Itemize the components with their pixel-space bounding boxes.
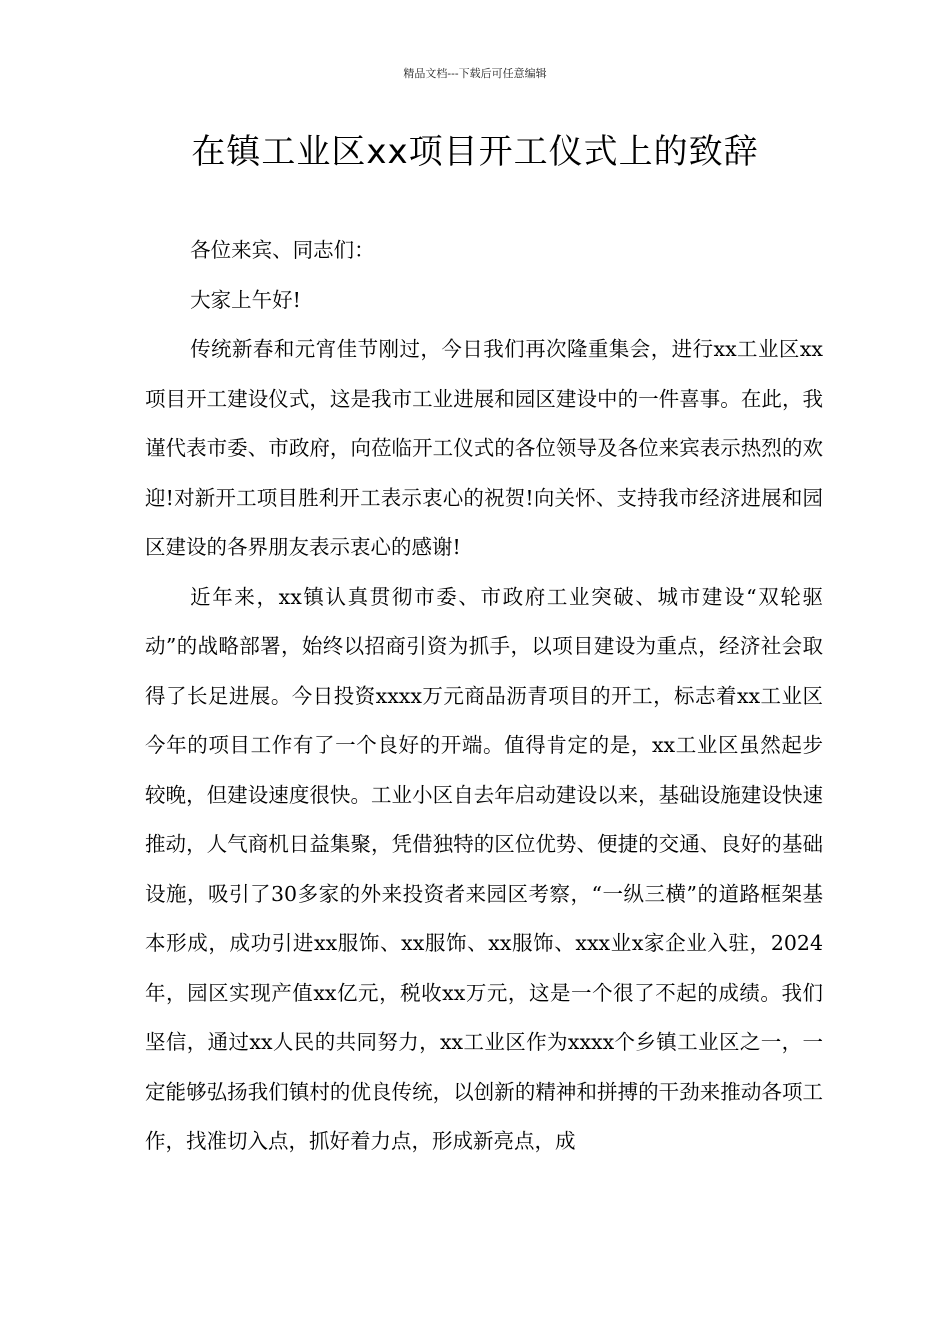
document-body	[145, 226, 823, 1167]
header-note: 精品文档---下载后可任意编辑	[403, 67, 547, 80]
paragraph-salutation: 各位来宾、同志们：	[190, 238, 375, 262]
paragraph-progress: 近年来，xx镇认真贯彻市委、市政府工业突破、城市建设“双轮驱动”的战略部署，始终以招商引资为抓手，以项目建设为重点，经济社会取得了长足进展。今日投资xxxx万元商品沥青项目的开工，标志着xx工业区今年的项目工作有了一个良好的开端。值得肯定的是，xx工业区虽然起步较晚，但建设速度很快。工业小区自去年启动建设以来，基础设施建设快速推动，人气商机日益集聚，凭借独特的区位优势、便捷的交通、良好的基础设施，吸引了30多家的外来投资者来园区考察，“一纵三横”的道路框架基本形成，成功引进xx服饰、xx服饰、xx服饰、xxx业x家企业入驻，2024年，园区实现产值xx亿元，税收xx万元，这是一个很了不起的成绩。我们坚信，通过xx人民的共同努力，xx工业区作为xxxx个乡镇工业区之一，一定能够弘扬我们镇村的优良传统，以创新的精神和拼搏的干劲来推动各项工作，找准切入点，抓好着力点，形成新亮点，成	[145, 584, 823, 1153]
paragraph-welcome: 传统新春和元宵佳节刚过，今日我们再次隆重集会，进行xx工业区xx项目开工建设仪式，这是我市工业进展和园区建设中的一件喜事。在此，我谨代表市委、市政府，向莅临开工仪式的各位领导及各位来宾表示热烈的欢迎!对新开工项目胜利开工表示衷心的祝贺!向关怀、支持我市经济进展和园区建设的各界朋友表示衷心的感谢!	[145, 337, 823, 559]
paragraph-greeting: 大家上午好!	[190, 287, 301, 312]
document-title: 在镇工业区xx项目开工仪式上的致辞	[191, 132, 759, 172]
